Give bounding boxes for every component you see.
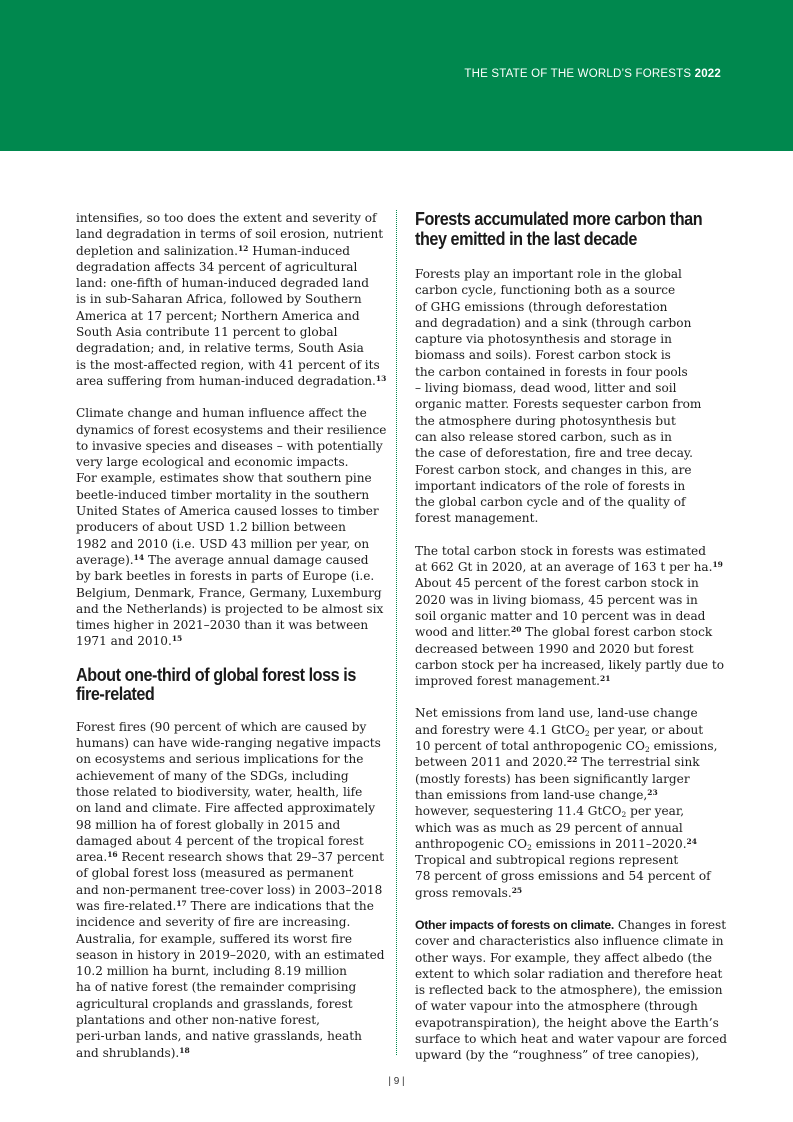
paragraph — [76, 210, 387, 389]
footnote-ref: 19 — [712, 560, 723, 570]
text-line: average).$^{14}$ The average annual damage caused — [76, 552, 369, 567]
paragraph — [76, 719, 385, 1061]
text-line: Forest carbon stock, and changes in this, are — [415, 462, 692, 477]
text-line: by bark beetles in forests in parts of Europe (i.e. — [76, 569, 375, 584]
text-line: ha of native forest (the remainder comprising — [76, 980, 357, 995]
text-line: Net emissions from land use, land-use change — [415, 706, 698, 721]
paragraph — [415, 705, 720, 901]
text-line: South Asia contribute 11 percent to global — [76, 325, 338, 340]
footnote-ref: 13 — [375, 373, 387, 383]
text-line: Forest fires (90 percent of which are caused by — [76, 719, 367, 734]
footnote-ref: 25 — [511, 885, 523, 895]
text-line: fire-related — [76, 684, 155, 705]
text-line: to invasive species and diseases – with potentially — [76, 438, 383, 453]
right-column — [415, 209, 727, 1080]
text-line: and the Netherlands) is projected to be almost six — [76, 601, 384, 616]
text-line: America at 17 percent; Northern America and — [76, 308, 360, 323]
text-line: than emissions from land-use change,$^{23}$ — [415, 787, 658, 802]
text-line: Forests accumulated more carbon than — [415, 209, 703, 229]
report-title: THE STATE OF THE WORLD’S FORESTS 2022 — [464, 68, 721, 80]
text-line: 98 million ha of forest globally in 2015 and — [76, 817, 341, 832]
paragraph — [76, 405, 387, 649]
text-line: damaged about 4 percent of the tropical forest — [76, 833, 364, 848]
text-line: depletion and salinization.$^{12}$ Human-induced — [76, 243, 350, 258]
text-line: forest management. — [415, 511, 539, 526]
text-line: About 45 percent of the forest carbon stock in — [415, 576, 699, 591]
text-line: area suffering from human-induced degradation.$^{13}$ — [76, 373, 387, 388]
text-line: of water vapour into the atmosphere (through — [415, 999, 698, 1014]
text-line: those related to biodiversity, water, health, life — [76, 784, 363, 799]
text-line: very large ecological and economic impacts. — [76, 455, 349, 470]
text-line: 1982 and 2010 (i.e. USD 43 million per year, on — [76, 536, 370, 551]
text-line: decreased between 1990 and 2020 but forest — [415, 641, 694, 656]
text-line: carbon cycle, functioning both as a source — [415, 283, 676, 298]
text-line: 10.2 million ha burnt, including 8.19 million — [76, 964, 347, 979]
text-line: humans) can have wide-ranging negative impacts — [76, 736, 381, 751]
text-line: wood and litter.$^{20}$ The global forest carbon stock — [415, 625, 713, 640]
text-line: About one-third of global forest loss is — [76, 664, 356, 685]
text-line: between 2011 and 2020.22 The terrestrial sink — [415, 755, 700, 770]
footnote-ref: 16 — [107, 850, 118, 860]
text-line: of global forest loss (measured as permanent — [76, 866, 354, 881]
header-banner — [0, 0, 793, 151]
text-line: degradation affects 34 percent of agricultural — [76, 259, 358, 274]
text-line: and non-permanent tree-cover loss) in 2003–2018 — [76, 882, 383, 897]
text-line: which was as much as 29 percent of annual — [415, 820, 683, 835]
text-line: capture via photosynthesis and storage in — [415, 332, 672, 347]
text-line: can also release stored carbon, such as in — [415, 429, 672, 444]
footnote-ref: 23 — [647, 787, 658, 797]
text-line: other ways. For example, they affect albedo (the — [415, 950, 713, 965]
text-line: extent to which solar radiation and therefore heat — [415, 966, 723, 981]
text-line: – living biomass, dead wood, litter and soil — [415, 381, 677, 396]
text-line: was fire-related.$^{17}$ There are indications that the — [76, 898, 374, 913]
text-line: (mostly forests) has been significantly larger — [415, 771, 690, 786]
footnote-ref: 21 — [600, 674, 611, 684]
column-divider — [396, 210, 397, 1055]
text-line: they emitted in the last decade — [415, 228, 637, 249]
text-line: intensifies, so too does the extent and severity of — [76, 211, 377, 225]
text-line: plantations and other non-native forest, — [76, 1013, 320, 1028]
footnote-ref: 14 — [133, 552, 145, 562]
text-line: Forests play an important role in the global — [415, 267, 682, 281]
text-line: soil organic matter and 10 percent was in dead — [415, 608, 706, 623]
text-line: 1971 and 2010.15 — [76, 634, 183, 649]
text-line: The total carbon stock in forests was estimated — [415, 543, 706, 558]
text-line: incidence and severity of fire are increasing. — [76, 915, 351, 930]
text-line: is in sub-Saharan Africa, followed by Southern — [76, 292, 362, 307]
footnote-ref: 18 — [179, 1045, 190, 1055]
text-line: evapotranspiration), the height above the Earth’s — [415, 1015, 719, 1030]
text-line: 10 percent of total anthropogenic $CO_2$ emissions, — [415, 739, 718, 755]
section-heading-fire — [76, 664, 356, 705]
text-line: is the most-affected region, with 41 percent of its — [76, 357, 380, 372]
text-line: achievement of many of the SDGs, including — [76, 768, 349, 783]
text-line: degradation; and, in relative terms, South Asia — [76, 341, 364, 356]
text-line: producers of about USD 1.2 billion between — [76, 520, 346, 535]
text-line: 2020 was in living biomass, 45 percent was in — [415, 592, 698, 607]
text-line: the atmosphere during photosynthesis but — [415, 413, 676, 428]
text-line: peri-urban lands, and native grasslands, heath — [76, 1029, 362, 1044]
text-line: of GHG emissions (through deforestation — [415, 299, 668, 314]
paragraph — [415, 543, 725, 690]
text-line: Tropical and subtropical regions represent — [415, 853, 679, 868]
text-line: season in history in 2019–2020, with an estimated — [76, 947, 385, 962]
text-line: biomass and soils). Forest carbon stock is — [415, 348, 671, 363]
text-line: upward (by the “roughness” of tree canopies), — [415, 1048, 700, 1063]
text-line: and shrublands).$^{18}$ — [76, 1045, 190, 1060]
text-line: beetle-induced timber mortality in the southern — [76, 487, 370, 502]
text-line: dynamics of forest ecosystems and their resilience — [76, 422, 387, 437]
footnote-ref: 17 — [176, 898, 187, 908]
text-line: agricultural croplands and grasslands, forest — [76, 996, 353, 1011]
text-line: For example, estimates show that southern pine — [76, 471, 372, 486]
text-line: the case of deforestation, fire and tree decay. — [415, 446, 693, 461]
text-line: Climate change and human influence affect the — [76, 406, 367, 421]
footnote-ref: 15 — [171, 634, 183, 644]
footnote-ref: 12 — [237, 243, 249, 253]
text-line: and degradation) and a sink (through carbon — [415, 315, 692, 330]
paragraph — [415, 266, 720, 527]
text-line: cover and characteristics also influence climate in — [415, 934, 724, 949]
paragraph — [415, 917, 727, 1064]
run-in-heading: Other impacts of forests on climate. — [415, 917, 614, 932]
text-line: the global carbon cycle and of the quality of — [415, 495, 686, 510]
text-line: and forestry were 4.1 GtCO$_2$ per year, or about — [415, 722, 704, 738]
left-column — [76, 210, 387, 1077]
report-year: 2022 — [694, 68, 721, 80]
text-line: on land and climate. Fire affected approximately — [76, 801, 376, 816]
text-line: organic matter. Forests sequester carbon from — [415, 397, 702, 412]
text-line: Other impacts of forests on climate. Changes in forest — [415, 917, 727, 932]
footnote-ref: 22 — [566, 755, 578, 765]
text-line: surface to which heat and water vapour are forced — [415, 1032, 727, 1047]
footnote-ref: 24 — [686, 836, 697, 846]
text-line: land degradation in terms of soil erosion, nutrient — [76, 227, 384, 242]
text-line: improved forest management.$^{21}$ — [415, 674, 611, 689]
text-line: however, sequestering 11.4 GtCO$_2$ per year, — [415, 804, 685, 820]
text-line: land: one-fifth of human-induced degraded land — [76, 276, 370, 291]
text-line: gross removals.$^{25}$ — [415, 885, 523, 900]
text-line: at 662 Gt in 2020, at an average of 163 t per ha.$^{19}$ — [415, 560, 723, 575]
text-line: the carbon contained in forests in four pools — [415, 364, 688, 379]
text-line: on ecosystems and serious implications for the — [76, 752, 364, 767]
text-line: important indicators of the role of forests in — [415, 478, 686, 493]
text-line: is reflected back to the atmosphere), the emission — [415, 983, 723, 998]
page-number: | 9 | — [388, 1076, 405, 1087]
text-line: Australia, for example, suffered its worst fire — [76, 931, 353, 946]
text-line: anthropogenic $CO_2$ emissions in 2011–2020.24 — [415, 836, 697, 852]
text-line: times higher in 2021–2030 than it was between — [76, 618, 369, 633]
text-line: carbon stock per ha increased, likely partly due to — [415, 657, 725, 672]
footnote-ref: 20 — [511, 625, 522, 635]
text-line: Belgium, Denmark, France, Germany, Luxemburg — [76, 585, 382, 600]
text-line: area.$^{16}$ Recent research shows that 29–37 percent — [76, 850, 385, 865]
text-line: United States of America caused losses to timber — [76, 504, 379, 519]
text-line: 78 percent of gross emissions and 54 percent of — [415, 869, 711, 884]
section-heading-carbon — [415, 209, 703, 249]
